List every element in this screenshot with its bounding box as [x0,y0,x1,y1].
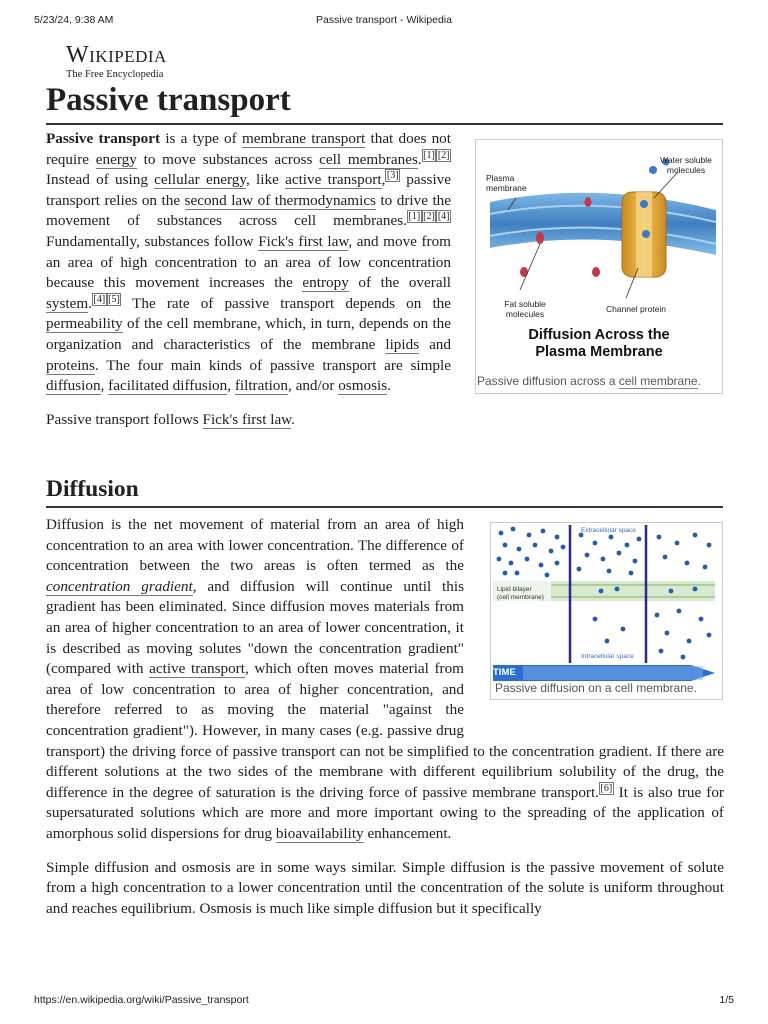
fat-molecule [585,197,592,207]
link-energy[interactable]: energy [95,150,137,168]
ref-2[interactable]: [2] [423,211,435,223]
label-water-soluble: Water soluble molecules [660,155,712,175]
label-channel-protein: Channel protein [605,304,666,314]
link-permeability[interactable]: permeability [46,315,123,333]
link-cell-membranes[interactable]: cell membranes [319,150,418,168]
print-datetime: 5/23/24, 9:38 AM [34,14,114,26]
print-url: https://en.wikipedia.org/wiki/Passive_transport [34,994,249,1006]
figure-plasma-membrane[interactable] [475,139,723,394]
label-time: TIME [493,667,516,678]
diffusion-paragraph-1: Diffusion is the net movement of material from an area of high concentration to an area with lower concentration. The difference of concentration between the two areas is often termed as the concentration gradient, and diffusion will continue until this gradient has been eliminated. Since diffusion moves materials from an area of higher concentration to an area of lower concentration, it is described as moving solutes "down the concentration gradient" (compared with active transport, which often moves material from area of low concentration to area of higher concentration, and therefore referred to as moving the material "against the concentration gradient"). However, in many cases (e.g. passive drug transport) the driving force of passive transport can not be simplified to the concentration gradient. If there are different solutions at the two sides of the membrane with different equilibrium solubility of the drug, the difference in the degree of saturation is the driving force of passive membrane transport. [6] It is also true for supersaturated solutions which are more and more important owing to the spreading of the application of amorphous solid dispersions for drug bioavailability enhancement. [46,516,724,842]
ref-3[interactable]: [3] [386,170,399,182]
link-diffusion[interactable]: diffusion [46,377,101,395]
figure-diffusion-panels[interactable] [490,522,723,700]
bold-term: Passive transport [46,130,161,147]
fat-molecule [592,267,600,277]
water-molecule [640,200,648,208]
ref-5[interactable]: [5] [108,293,120,305]
diffusion-paragraph-2: Simple diffusion and osmosis are in some ways similar. Simple diffusion is the passive movement of solute from a high concentration to a lower concentration until the concentration of the solute is uniform throughout and reaches equilibrium. Osmosis is much like simple diffusion but it specifically [46,858,724,917]
label-intracellular: Intracellular space [581,653,634,660]
link-active-transport[interactable]: active transport [285,171,382,189]
link-system[interactable]: system [46,294,89,312]
print-footer [34,994,734,1008]
wikipedia-logo[interactable] [66,42,167,81]
ref-6[interactable]: [6] [600,782,613,794]
fat-molecule [536,232,544,244]
link-filtration[interactable]: filtration [234,377,288,395]
ref-1[interactable]: [1] [423,149,435,161]
section-heading-diffusion: Diffusion [46,476,139,502]
link-ficks-first-law[interactable]: Fick's first law [258,232,349,250]
intro-paragraph-2: Passive transport follows Fick's first law. [46,410,295,428]
label-lipid-bilayer: Lipid bilayer (cell membrane) [497,586,544,601]
wikipedia-tagline: The Free Encyclopedia [66,69,164,80]
link-bioavailability[interactable]: bioavailability [275,824,364,842]
link-proteins[interactable]: proteins [46,356,95,374]
link-facilitated-diffusion[interactable]: facilitated diffusion [108,377,228,395]
link-second-law-thermodynamics[interactable]: second law of thermodynamics [184,191,376,209]
link-ficks-first-law-2[interactable]: Fick's first law [202,410,292,428]
ref-4[interactable]: [4] [437,211,450,223]
link-osmosis[interactable]: osmosis [338,377,388,395]
figure-heading: Diffusion Across the Plasma Membrane [528,327,670,360]
link-concentration-gradient[interactable]: concentration gradient [46,577,193,595]
intro-paragraph: Passive transport is a type of membrane transport that does not require energy to move substances across cell membranes. [1] [2] Instead of using cellular energy, like active transport, [3] passive transport relies on the second law of thermodynamics to drive the movement of substances across cell membranes. [1] [2] [4] Fundamentally, substances follow Fick's first law, and move from an area of high concentration to an area of low concentration because this movement increases the entropy of the overall system. [4] [5] The rate of passive transport depends on the permeability of the cell membrane, which, in turn, depends on the organization and characteristics of the membrane lipids and proteins. The four main kinds of passive transport are simple diffusion, facilitated diffusion, filtration, and/or osmosis. [46,130,452,395]
ref-4[interactable]: [4] [93,293,106,305]
print-page-title: Passive transport - Wikipedia [316,14,452,26]
link-active-transport-2[interactable]: active transport [149,660,245,678]
membrane-band [490,193,716,255]
fat-molecule [520,267,528,277]
print-page-number: 1/5 [719,994,734,1006]
label-plasma-membrane: Plasma membrane [486,173,527,193]
wikipedia-wordmark: Wikipedia [66,42,167,68]
water-molecule [642,230,650,238]
link-entropy[interactable]: entropy [302,274,349,292]
figure-caption-2: Passive diffusion on a cell membrane. [495,681,697,695]
link-cellular-energy[interactable]: cellular energy [154,171,247,189]
label-extracellular: Extracellular space [581,527,636,534]
link-membrane-transport[interactable]: membrane transport [241,130,366,147]
ref-1[interactable]: [1] [408,211,421,223]
ref-2[interactable]: [2] [437,149,450,161]
diffusion-diagram [491,523,722,699]
label-fat-soluble: Fat soluble molecules [504,299,546,319]
page-title: Passive transport [46,82,291,118]
title-divider [46,123,723,125]
intro-section [46,129,451,443]
print-header [34,14,734,30]
link-lipids[interactable]: lipids [385,335,420,353]
caption-link-cell-membrane[interactable]: cell membrane [618,374,698,388]
section-divider [46,506,723,508]
figure-caption-1: Passive diffusion across a cell membrane. [477,374,701,388]
